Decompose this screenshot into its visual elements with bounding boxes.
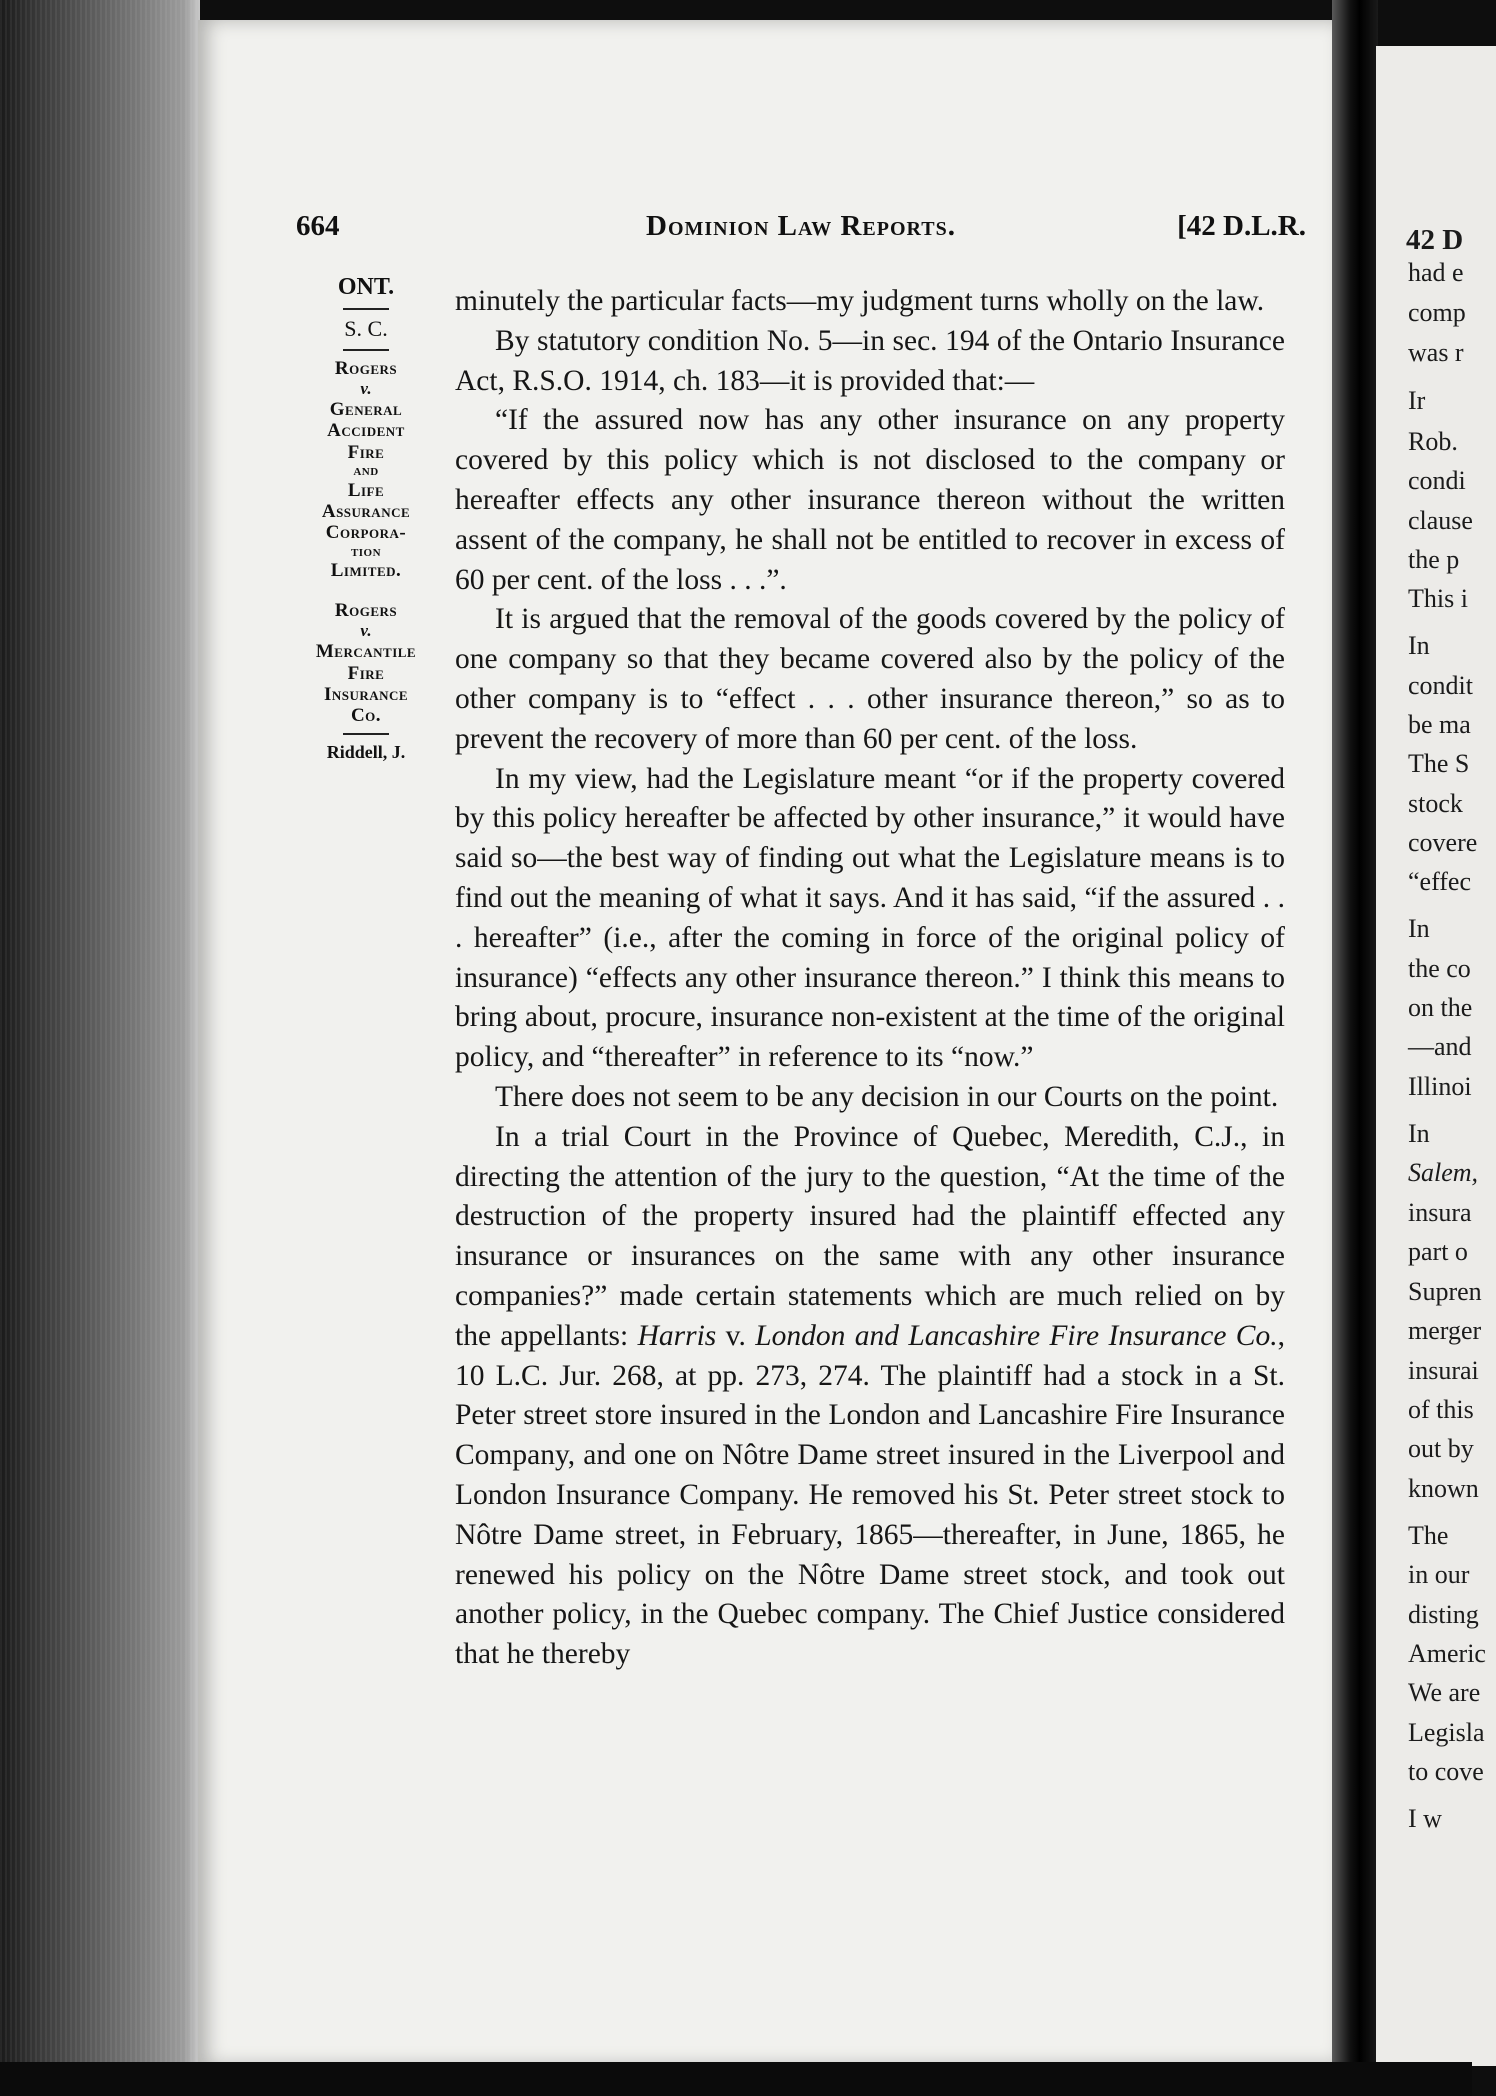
right-page-line: Illinoi bbox=[1408, 1072, 1472, 1101]
right-page-line: insura bbox=[1408, 1198, 1472, 1227]
right-page-line: This i bbox=[1408, 584, 1468, 613]
right-page-line: merger bbox=[1408, 1316, 1482, 1345]
right-page-line: Ir bbox=[1408, 386, 1426, 415]
right-page-line: condi bbox=[1408, 466, 1466, 495]
right-page-line: “effec bbox=[1408, 867, 1472, 896]
right-page-line: In bbox=[1408, 1119, 1430, 1148]
right-page-line: —and bbox=[1408, 1032, 1472, 1061]
right-page-line: disting bbox=[1408, 1600, 1479, 1629]
volume-reference: [42 D.L.R. bbox=[1177, 210, 1306, 242]
case-citation: Harris bbox=[637, 1319, 717, 1352]
right-page-line: the p bbox=[1408, 545, 1460, 574]
right-page-fragment bbox=[1376, 46, 1496, 2066]
case-name-1: Rogers v. General Accident Fire and Life Assurance Corpora- tion Limited. bbox=[321, 357, 411, 582]
right-page-line: In bbox=[1408, 631, 1430, 660]
paragraph: There does not seem to be any decision in our Courts on the point. bbox=[495, 1080, 1279, 1113]
paragraph: In my view, had the Legislature meant “or if the property covered by this policy hereafter be affected by other insurance,” it would have said so—the best way of finding out what the Legislature means is to find out the meaning of what it says. And it has said, “if the assured . . . hereafter” (i.e., after the coming in force of the original policy of insurance) “effects any other insurance thereon.” I think this means to bring about, procure, insurance non-existent at the time of the original policy, and “thereafter” in reference to its “now.” bbox=[455, 762, 1285, 1074]
right-page-line: covere bbox=[1408, 828, 1478, 857]
right-page-line: Legisla bbox=[1408, 1718, 1485, 1747]
reporter-title: Dominion Law Reports. bbox=[646, 210, 956, 242]
margin-rule bbox=[343, 733, 389, 735]
right-page-line: be ma bbox=[1408, 710, 1471, 739]
right-page-line: on the bbox=[1408, 993, 1473, 1022]
right-page-line: comp bbox=[1408, 298, 1466, 327]
judgment-text bbox=[455, 282, 1285, 1675]
right-running-head: 42 D bbox=[1406, 224, 1464, 256]
right-page-line: I w bbox=[1408, 1804, 1442, 1833]
paragraph: minutely the particular facts—my judgment turns wholly on the law. bbox=[455, 285, 1265, 317]
right-page-line: the co bbox=[1408, 954, 1471, 983]
paragraph: “If the assured now has any other insurance on any property covered by this policy which is not disclosed to the company or hereafter effects any other insurance thereon without the written assent of the company, he shall not be entitled to recover in excess of 60 per cent. of the loss . . .”. bbox=[455, 404, 1285, 596]
margin-rule bbox=[343, 308, 389, 310]
right-page-line: known bbox=[1408, 1474, 1479, 1503]
paragraph: By statutory condition No. 5—in sec. 194 of the Ontario Insurance Act, R.S.O. 1914, ch. 183—it is provided that:— bbox=[455, 324, 1285, 397]
right-page-line: part o bbox=[1408, 1237, 1468, 1266]
right-page-line: of this bbox=[1408, 1395, 1474, 1424]
book-spine-edge bbox=[0, 0, 200, 2096]
right-page-line: condit bbox=[1408, 671, 1473, 700]
right-page-line: had e bbox=[1408, 258, 1464, 287]
right-page-line: Salem, bbox=[1408, 1158, 1479, 1187]
running-head bbox=[296, 210, 1306, 250]
book-gutter bbox=[1332, 0, 1378, 2096]
right-page-line: in our bbox=[1408, 1560, 1470, 1589]
right-page-line: Rob. bbox=[1408, 427, 1458, 456]
right-page-line: The S bbox=[1408, 749, 1470, 778]
right-page-line: The bbox=[1408, 1521, 1449, 1550]
paragraph: It is argued that the removal of the goods covered by the policy of one company so that they became covered also by the policy of the other company is to “effect . . . other insurance thereon,” so as to prevent the recovery of more than 60 per cent. of the loss. bbox=[455, 603, 1285, 755]
right-page-line: clause bbox=[1408, 506, 1473, 535]
right-page-line: insurai bbox=[1408, 1356, 1479, 1385]
page-number: 664 bbox=[296, 210, 340, 242]
case-name-2: Rogers v. Mercantile Fire Insurance Co. bbox=[315, 599, 417, 727]
right-page-line: was r bbox=[1408, 338, 1464, 367]
right-page-line: We are bbox=[1408, 1678, 1481, 1707]
court-label: ONT. bbox=[337, 274, 395, 300]
judge-name: Riddell, J. bbox=[326, 742, 406, 763]
paragraph: In a trial Court in the Province of Quebec, Meredith, C.J., in directing the attention of the jury to the question, “At the time of the destruction of the property insured had the plaintiff effected any insurance or insurances on the same with any other insurance companies?” made certain statements which are much relied on by the appellants: Harris v. London and Lancashire Fire Insurance Co., 10 L.C. Jur. 268, at pp. 273, 274. The plaintiff had a stock in a St. Peter street store insured in the London and Lancashire Fire Insurance Company, and one on Nôtre Dame street insured in the Liverpool and London Insurance Company. He removed his St. Peter street stock to Nôtre Dame street, in February, 1865—thereafter, in June, 1865, he renewed his policy on the Nôtre Dame street stock, and took out another policy, in the Quebec company. The Chief Justice considered that he thereby bbox=[455, 1120, 1285, 1671]
right-page-line: Americ bbox=[1408, 1639, 1486, 1668]
division-label: S. C. bbox=[344, 315, 388, 341]
right-page-line: stock bbox=[1408, 789, 1463, 818]
margin-note bbox=[286, 274, 446, 762]
right-page-line: out by bbox=[1408, 1434, 1474, 1463]
case-citation: London and Lancashire Fire Insurance Co. bbox=[755, 1319, 1278, 1352]
margin-rule bbox=[343, 349, 389, 351]
right-page-line: to cove bbox=[1408, 1757, 1484, 1786]
right-page-line: Supren bbox=[1408, 1277, 1482, 1306]
scan-bottom-edge bbox=[0, 2062, 1472, 2096]
right-page-line: In bbox=[1408, 914, 1430, 943]
